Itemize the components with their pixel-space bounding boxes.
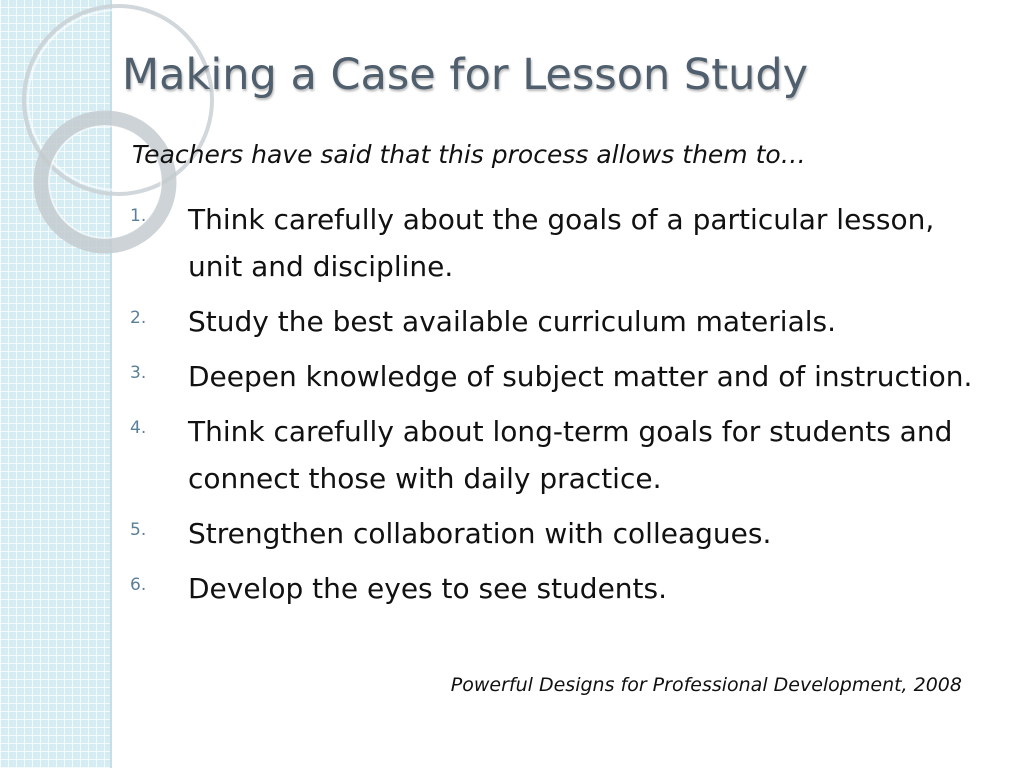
list-item-number: 6. — [130, 575, 147, 595]
list-item-number: 2. — [130, 308, 147, 328]
list-item-number: 3. — [130, 363, 147, 383]
list-item — [130, 353, 990, 400]
benefits-list — [130, 196, 990, 620]
list-item-number: 1. — [130, 206, 147, 226]
list-item-text: Study the best available curriculum materials. — [188, 305, 836, 338]
list-item-text: Develop the eyes to see students. — [188, 572, 668, 605]
citation: Powerful Designs for Professional Development, 2008 — [450, 674, 962, 696]
list-item-text: Deepen knowledge of subject matter and of instruction. — [188, 360, 973, 393]
list-item-text: Think carefully about the goals of a particular lesson, unit and discipline. — [188, 203, 935, 283]
list-item-number: 5. — [130, 520, 147, 540]
slide-title: Making a Case for Lesson Study — [122, 50, 809, 100]
list-item — [130, 196, 990, 290]
list-item — [130, 510, 990, 557]
list-item-text: Strengthen collaboration with colleagues. — [188, 517, 772, 550]
list-item — [130, 408, 990, 502]
list-item — [130, 298, 990, 345]
list-item-text: Think carefully about long-term goals for students and connect those with daily practice. — [188, 415, 953, 495]
list-item — [130, 565, 990, 612]
list-item-number: 4. — [130, 418, 147, 438]
intro-text: Teachers have said that this process allows them to… — [132, 140, 806, 169]
